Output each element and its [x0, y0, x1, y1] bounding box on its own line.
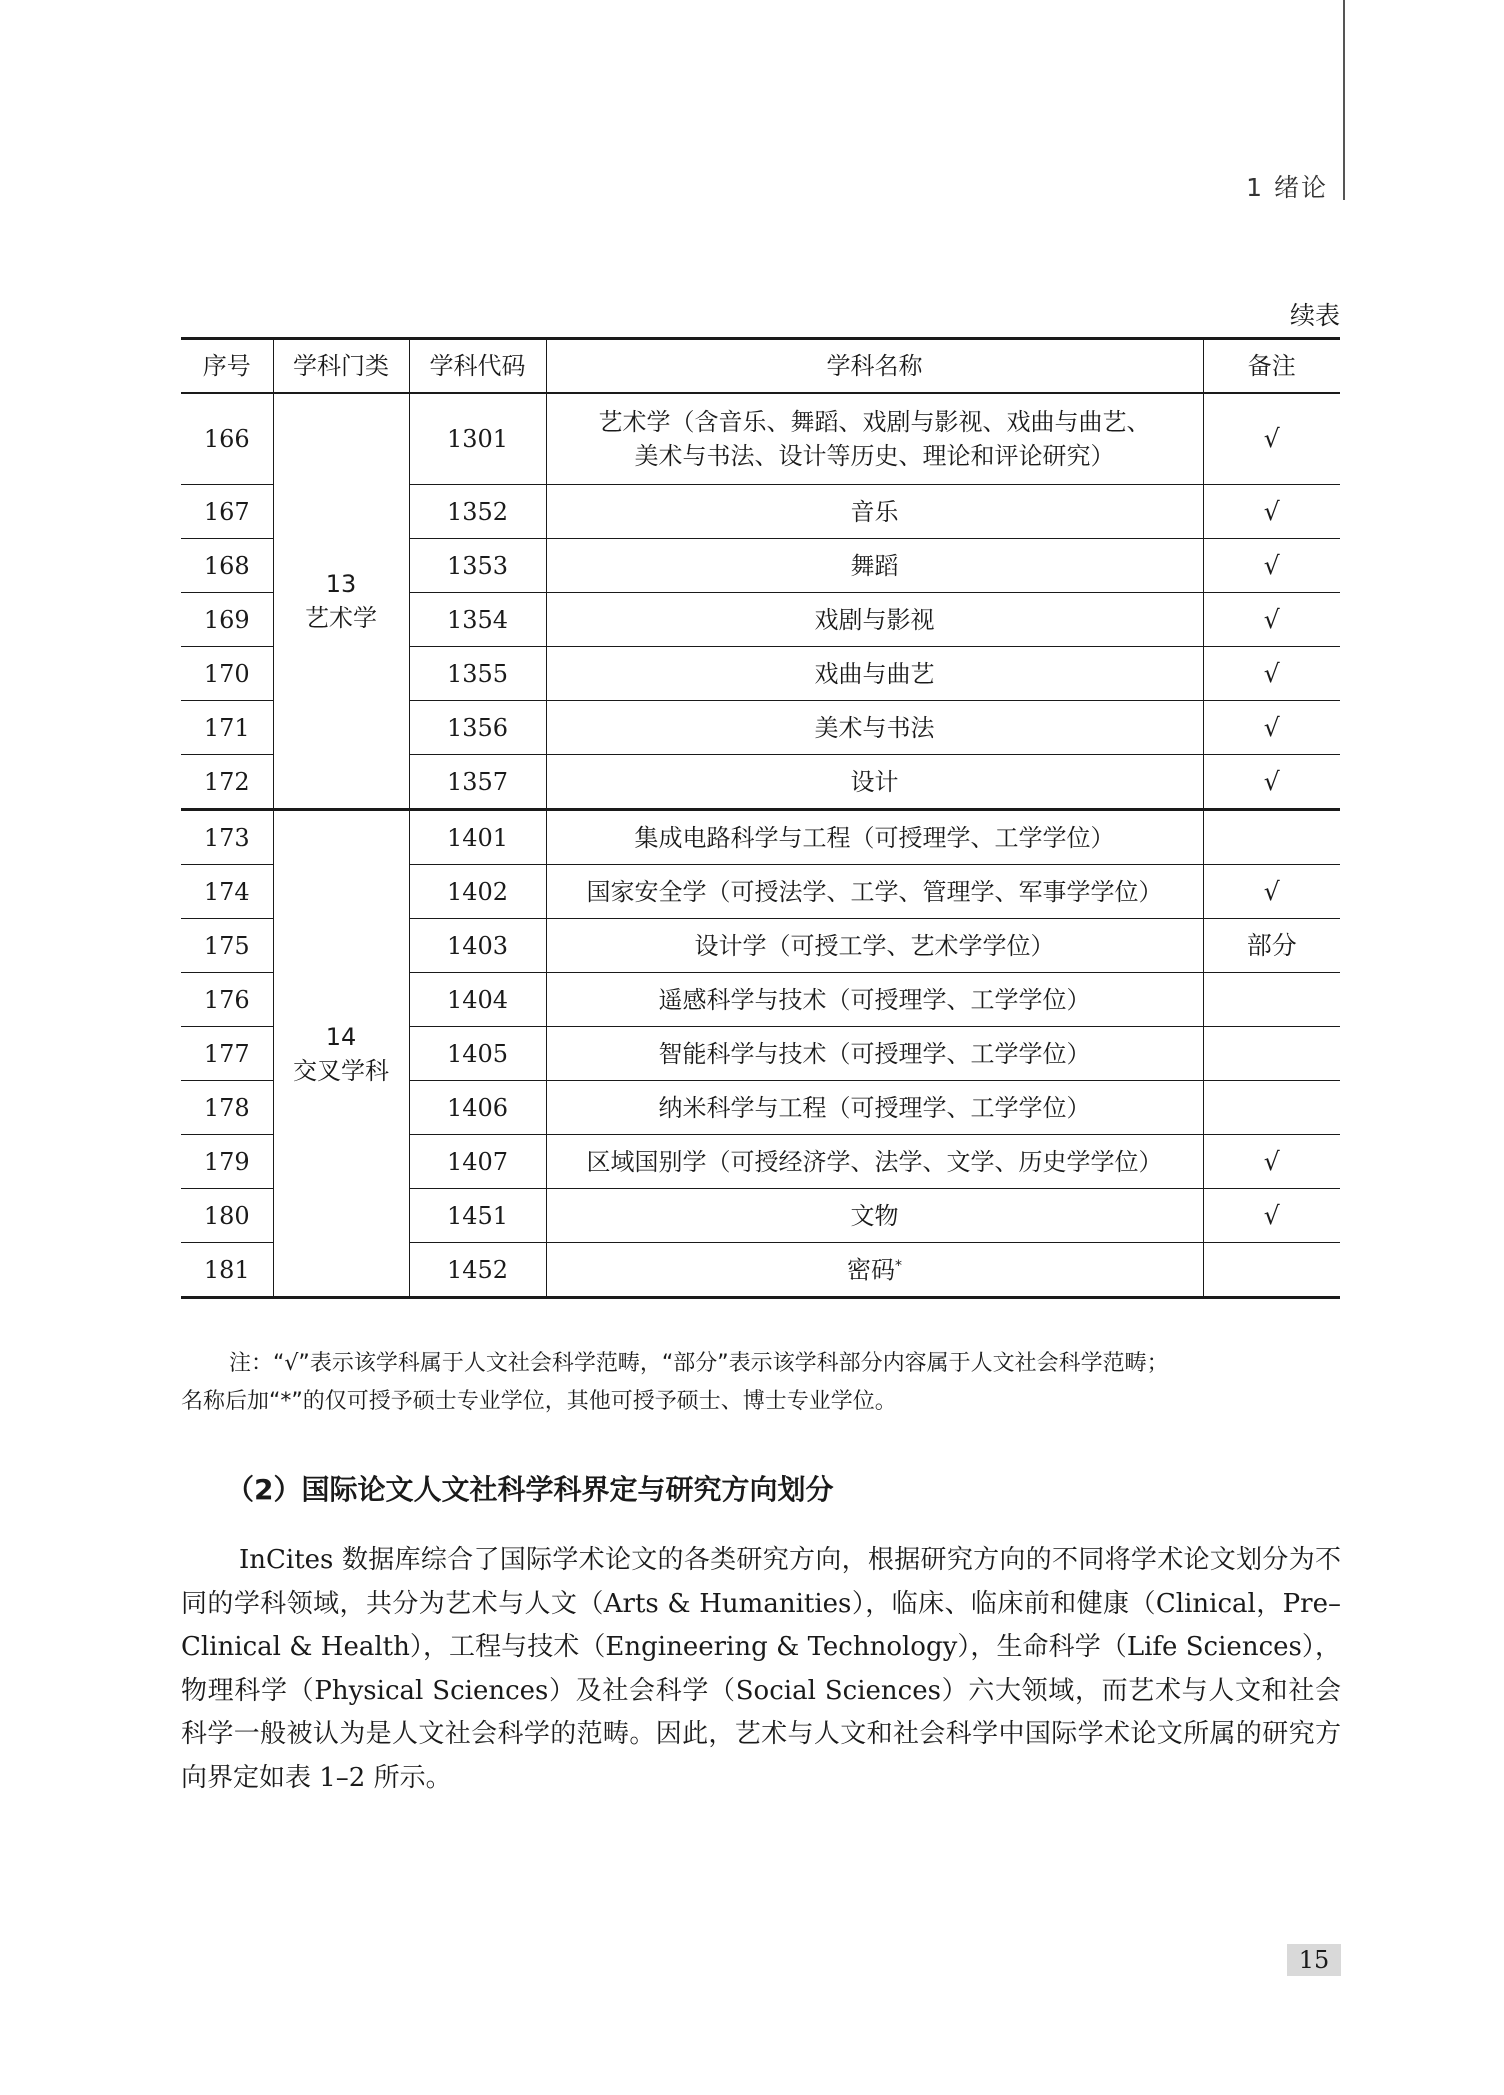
row-name: 设计学（可授工学、艺术学学位）	[546, 919, 1203, 973]
row-name: 遥感科学与技术（可授理学、工学学位）	[546, 973, 1203, 1027]
row-name-line1: 艺术学（含音乐、舞蹈、戏剧与影视、戏曲与曲艺、	[598, 408, 1151, 436]
row-name: 区域国别学（可授经济学、法学、文学、历史学学位）	[546, 1135, 1203, 1189]
row-name-superscript: *	[895, 1257, 902, 1274]
row-code: 1404	[409, 973, 546, 1027]
row-note: √	[1203, 1189, 1340, 1243]
row-no: 167	[181, 485, 273, 539]
page-edge-rule	[1343, 0, 1345, 200]
row-no: 172	[181, 755, 273, 810]
row-no: 178	[181, 1081, 273, 1135]
row-note	[1203, 1027, 1340, 1081]
row-name: 文物	[546, 1189, 1203, 1243]
row-note: √	[1203, 647, 1340, 701]
category-cell	[273, 393, 409, 810]
row-name: 美术与书法	[546, 701, 1203, 755]
table-continued-label: 续表	[1289, 301, 1340, 330]
row-name-line2: 美术与书法、设计等历史、理论和评论研究）	[634, 442, 1115, 470]
row-note: √	[1203, 393, 1340, 485]
running-header: 1 绪论	[1246, 173, 1328, 202]
table-row	[181, 393, 1340, 485]
table-footnote-line1: 注：“√”表示该学科属于人文社会科学范畴，“部分”表示该学科部分内容属于人文社会科学范畴；	[229, 1351, 1169, 1376]
row-code: 1407	[409, 1135, 546, 1189]
row-name	[546, 1243, 1203, 1298]
row-no: 175	[181, 919, 273, 973]
row-note: √	[1203, 485, 1340, 539]
row-name-text: 密码	[847, 1255, 895, 1284]
row-code: 1402	[409, 865, 546, 919]
row-note	[1203, 810, 1340, 865]
row-name: 集成电路科学与工程（可授理学、工学学位）	[546, 810, 1203, 865]
row-code: 1356	[409, 701, 546, 755]
row-name: 纳米科学与工程（可授理学、工学学位）	[546, 1081, 1203, 1135]
col-header-note: 备注	[1203, 339, 1340, 394]
table-footnote	[181, 1345, 1341, 1421]
row-code: 1354	[409, 593, 546, 647]
row-name: 智能科学与技术（可授理学、工学学位）	[546, 1027, 1203, 1081]
row-code: 1355	[409, 647, 546, 701]
row-no: 181	[181, 1243, 273, 1298]
category-name: 交叉学科	[293, 1056, 389, 1085]
section-heading: （2）国际论文人文社科学科界定与研究方向划分	[226, 1473, 834, 1506]
table-footnote-line2: 名称后加“*”的仅可授予硕士专业学位，其他可授予硕士、博士专业学位。	[181, 1389, 897, 1414]
row-note: √	[1203, 539, 1340, 593]
category-code: 13	[325, 570, 357, 598]
row-name: 国家安全学（可授法学、工学、管理学、军事学学位）	[546, 865, 1203, 919]
row-code: 1352	[409, 485, 546, 539]
row-no: 168	[181, 539, 273, 593]
row-name	[546, 393, 1203, 485]
row-name: 舞蹈	[546, 539, 1203, 593]
row-code: 1406	[409, 1081, 546, 1135]
row-no: 171	[181, 701, 273, 755]
table-row	[181, 810, 1340, 865]
row-code: 1403	[409, 919, 546, 973]
category-name: 艺术学	[305, 604, 377, 632]
row-name: 设计	[546, 755, 1203, 810]
category-cell	[273, 810, 409, 1298]
row-note	[1203, 1243, 1340, 1298]
row-code: 1405	[409, 1027, 546, 1081]
row-note: √	[1203, 701, 1340, 755]
row-no: 177	[181, 1027, 273, 1081]
row-note: √	[1203, 865, 1340, 919]
row-code: 1452	[409, 1243, 546, 1298]
row-no: 170	[181, 647, 273, 701]
row-name: 音乐	[546, 485, 1203, 539]
body-paragraph: InCites 数据库综合了国际学术论文的各类研究方向，根据研究方向的不同将学术论文划分为不同的学科领域，共分为艺术与人文（Arts & Humanities），临床、临床前和健康（Clinical，Pre–Clinical & Health），工程与技术（Engineering & Technology），生命科学（Life Sciences），物理科学（Physical Sciences）及社会科学（Social Sciences）六大领域，而艺术与人文和社会科学一般被认为是人文社会科学的范畴。因此，艺术与人文和社会科学中国际学术论文所属的研究方向界定如表 1–2 所示。	[181, 1545, 1341, 1793]
row-code: 1353	[409, 539, 546, 593]
row-note: √	[1203, 593, 1340, 647]
row-no: 179	[181, 1135, 273, 1189]
page-number: 15	[1287, 1944, 1341, 1976]
table-header-row	[181, 339, 1340, 394]
col-header-code: 学科代码	[409, 339, 546, 394]
category-code: 14	[325, 1022, 357, 1051]
col-header-category: 学科门类	[273, 339, 409, 394]
row-note: √	[1203, 755, 1340, 810]
row-no: 169	[181, 593, 273, 647]
discipline-table	[181, 337, 1340, 1299]
row-note: √	[1203, 1135, 1340, 1189]
row-name: 戏曲与曲艺	[546, 647, 1203, 701]
row-no: 176	[181, 973, 273, 1027]
row-no: 173	[181, 810, 273, 865]
row-code: 1357	[409, 755, 546, 810]
col-header-name: 学科名称	[546, 339, 1203, 394]
row-note: 部分	[1203, 919, 1340, 973]
row-name: 戏剧与影视	[546, 593, 1203, 647]
row-code: 1401	[409, 810, 546, 865]
row-note	[1203, 1081, 1340, 1135]
row-note	[1203, 973, 1340, 1027]
row-code: 1301	[409, 393, 546, 485]
row-no: 174	[181, 865, 273, 919]
row-no: 180	[181, 1189, 273, 1243]
row-code: 1451	[409, 1189, 546, 1243]
col-header-no: 序号	[181, 339, 273, 394]
row-no: 166	[181, 393, 273, 485]
